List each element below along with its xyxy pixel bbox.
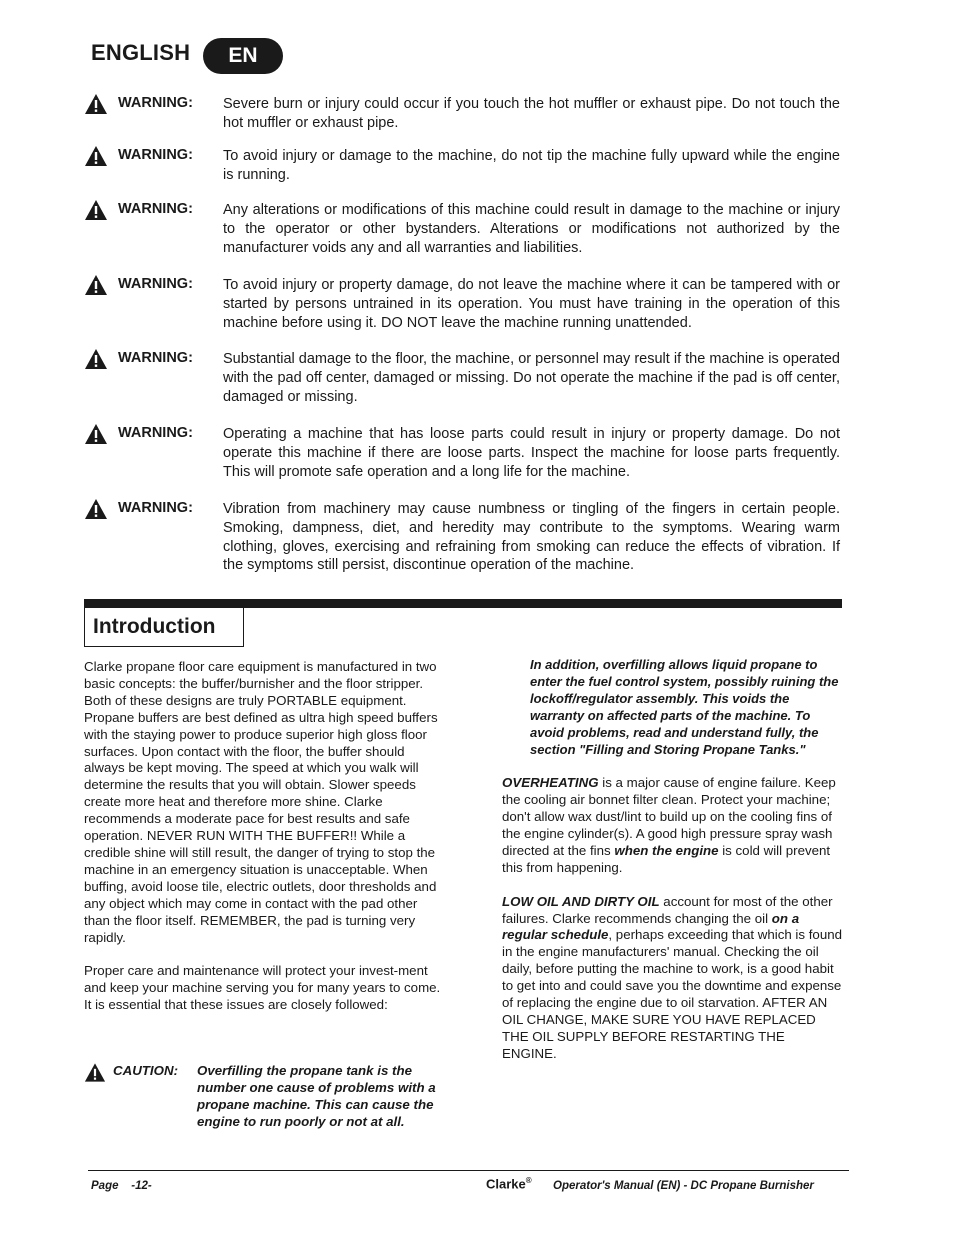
warning-triangle-icon: [84, 274, 108, 296]
oil-emphasis: on a regular schedule: [502, 910, 800, 943]
intro-paragraph: Clarke propane floor care equipment is manufactured in two basic concepts: the buffer/burnisher and the floor stripper. Both of these designs are truly PORTABLE equipment. Propane buffers are best defined as ultra high speed buffers with the staying power to produce superior high gloss floor surfaces. Upon contact with the floor, the buffer should always be kept moving. The speed at which you walk will determine the results that you will obtain. Slower speeds create more heat and therefore more shine. Clarke recommends a moderate pace for best results and safe operation. NEVER RUN WITH THE BUFFER!! While a credible shine will still result, the danger of trying to stop the machine in an emergency situation is unacceptable. When buffing, avoid loose tile, electric outlets, door thresholds and any object which may come in contact with the pad other than the floor itself. REMEMBER, the pad is turning very rapidly.: [84, 659, 438, 945]
footer-document-title: Operator's Manual (EN) - DC Propane Burnisher: [553, 1180, 814, 1192]
oil-paragraph: [502, 894, 842, 1063]
warning-label: WARNING:: [118, 95, 193, 111]
warning-text: Vibration from machinery may cause numbness or tingling of the fingers in certain people. Smoking, dampness, diet, and heredity may contribute to the symptoms. Wearing warm clothing, gloves, exercising and refraining from smoking can reduce the effects of vibration. If the symptoms still persist, discontinue operation of the machine.: [223, 501, 840, 574]
warning-triangle-icon: [84, 348, 108, 370]
warning-label: WARNING:: [118, 147, 193, 163]
warning-triangle-icon: [84, 199, 108, 221]
brand-name: Clarke: [486, 1176, 526, 1192]
left-column: [84, 659, 446, 1014]
overheating-emphasis: when the engine: [614, 842, 719, 858]
footer-divider: [88, 1170, 849, 1171]
language-badge: EN: [203, 38, 283, 74]
overheating-body: is a major cause of engine failure. Keep the cooling air bonnet filter clean. Protect your machine; don't allow wax dust/lint to build up on the cooling fins of the engine cylinder(s). A good high pressure spray wash directed at the fins: [502, 775, 836, 858]
overheating-lead: OVERHEATING: [502, 775, 599, 791]
warning-label: WARNING:: [118, 425, 193, 441]
right-column: [502, 657, 842, 1063]
oil-body-continued: , perhaps exceeding that which is found in the engine manufacturers' manual. Checking the oil daily, before putting the machine to work, is a good habit to get into and could save you the downtime and expense of replacing the engine due to oil starvation. AFTER AN OIL CHANGE, MAKE SURE YOU HAVE REPLACED THE OIL SUPPLY BEFORE RESTARTING THE ENGINE.: [502, 927, 843, 1061]
warning-text: Operating a machine that has loose parts could result in injury or property damage. Do not operate this machine if there are loose parts. Inspect the machine for loose parts frequently. This will promote safe operation and a long life for the machine.: [223, 426, 840, 480]
caution-text: Overfilling the propane tank is the number one cause of problems with a propane machine. This can cause the engine to run poorly or not at all.: [197, 1063, 436, 1129]
warning-triangle-icon: [84, 498, 108, 520]
overfill-paragraph: In addition, overfilling allows liquid propane to enter the fuel control system, possibly ruining the lockoff/regulator assembly. This voids the warranty on affected parts of the machine. To avoid problems, read and understand fully, the section "Filling and Storing Propane Tanks.": [530, 657, 839, 757]
warning-label: WARNING:: [118, 276, 193, 292]
warning-text: To avoid injury or property damage, do not leave the machine where it can be tampered with or started by persons untrained in its operation. You must have training in the operation of this machine before using it. DO NOT leave the machine running unattended.: [223, 277, 840, 331]
registered-mark: ®: [525, 1176, 532, 1185]
warning-text: Substantial damage to the floor, the machine, or personnel may result if the machine is operated with the pad off center, damaged or missing. Do not operate the machine if the pad is off center, damaged or missing.: [223, 351, 840, 405]
warning-text: Any alterations or modifications of this machine could result in damage to the machine or injury to the operator or other bystanders. Alterations or modifications not authorized by the manufacturer voids any and all warranties and liabilities.: [223, 202, 840, 256]
warning-text: Severe burn or injury could occur if you touch the hot muffler or exhaust pipe. Do not touch the hot muffler or exhaust pipe.: [223, 96, 840, 131]
page-number: Page -12-: [91, 1180, 152, 1192]
footer-brand: [486, 1176, 532, 1191]
warning-label: WARNING:: [118, 500, 193, 516]
warning-text: To avoid injury or damage to the machine, do not tip the machine fully upward while the engine is running.: [223, 148, 840, 183]
caution-label: CAUTION:: [113, 1063, 178, 1078]
warning-label: WARNING:: [118, 201, 193, 217]
caution-triangle-icon: [84, 1062, 106, 1083]
oil-lead: LOW OIL AND DIRTY OIL: [502, 893, 660, 909]
overheating-paragraph: [502, 775, 842, 876]
language-heading: ENGLISH: [91, 40, 191, 65]
warning-triangle-icon: [84, 145, 108, 167]
oil-body: account for most of the other failures. Clarke recommends changing the oil: [502, 893, 833, 926]
warning-triangle-icon: [84, 93, 108, 115]
care-paragraph: Proper care and maintenance will protect your invest-ment and keep your machine serving you for many years to come. It is essential that these issues are closely followed:: [84, 963, 441, 1013]
overheating-tail: is cold will prevent this from happening.: [502, 842, 831, 875]
section-title: Introduction: [93, 615, 216, 638]
warning-label: WARNING:: [118, 350, 193, 366]
warning-triangle-icon: [84, 423, 108, 445]
